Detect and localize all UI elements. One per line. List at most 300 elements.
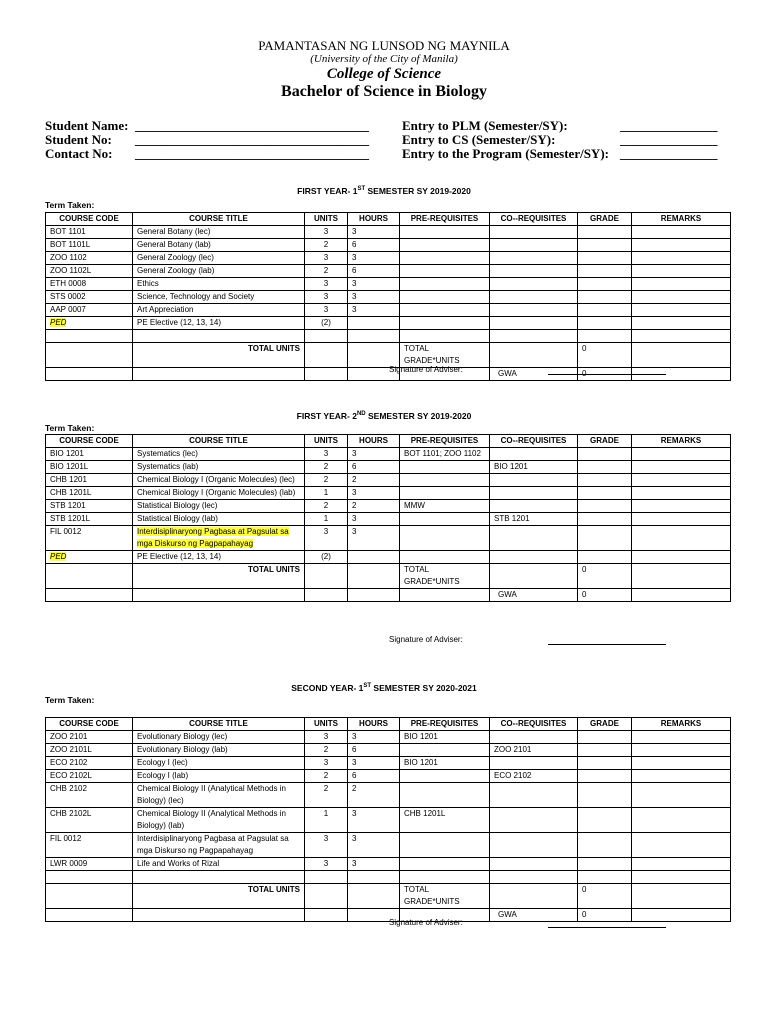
remarks-cell[interactable]	[632, 783, 731, 808]
corequisites	[490, 526, 578, 551]
grade-cell[interactable]	[578, 265, 632, 278]
table-row	[46, 757, 731, 770]
contact-no-line: ____________________________________	[135, 146, 369, 161]
table-row	[46, 808, 731, 833]
total-grade-label: TOTAL GRADE*UNITS	[400, 564, 490, 589]
total-grade-label: TOTAL GRADE*UNITS	[400, 884, 490, 909]
remarks-cell[interactable]	[632, 770, 731, 783]
units: 3	[305, 731, 348, 744]
units: 3	[305, 526, 348, 551]
remarks-cell[interactable]	[632, 858, 731, 871]
section-title-main: FIRST YEAR- 1	[297, 186, 358, 196]
pe-code-highlight: PED	[50, 318, 67, 327]
grade-cell[interactable]	[578, 731, 632, 744]
course-code: FIL 0012	[46, 833, 133, 858]
course-title: Life and Works of Rizal	[133, 858, 305, 871]
col-header: COURSE TITLE	[133, 213, 305, 226]
section-title-ordinal: ST	[363, 683, 372, 690]
units: (2)	[305, 317, 348, 330]
col-header: HOURS	[348, 435, 400, 448]
prerequisites	[400, 513, 490, 526]
units: 2	[305, 770, 348, 783]
course-code: STS 0002	[46, 291, 133, 304]
col-header: HOURS	[348, 213, 400, 226]
remarks-cell[interactable]	[632, 526, 731, 551]
col-header: PRE-REQUISITES	[400, 435, 490, 448]
course-code: CHB 1201L	[46, 487, 133, 500]
term-taken-label: Term Taken:	[45, 200, 95, 210]
corequisites	[490, 808, 578, 833]
entry-cs-label: Entry to CS (Semester/SY):	[402, 132, 556, 147]
prerequisites	[400, 833, 490, 858]
corequisites	[490, 291, 578, 304]
course-code: CHB 2102	[46, 783, 133, 808]
course-title: Chemical Biology II (Analytical Methods in Biology) (lab)	[133, 808, 305, 833]
col-header: COURSE CODE	[46, 213, 133, 226]
prerequisites	[400, 304, 490, 317]
section-title-main: FIRST YEAR- 2	[296, 411, 357, 421]
grade-cell[interactable]	[578, 551, 632, 564]
table-row	[46, 731, 731, 744]
table-row	[46, 770, 731, 783]
remarks-cell[interactable]	[632, 833, 731, 858]
remarks-cell[interactable]	[632, 226, 731, 239]
signature-line[interactable]	[548, 644, 666, 645]
table-header-row	[46, 718, 731, 731]
total-grade-value: 0	[578, 343, 632, 368]
table-row	[46, 833, 731, 858]
table-row	[46, 500, 731, 513]
table-row	[46, 744, 731, 757]
section-title	[0, 186, 768, 196]
course-title: Systematics (lec)	[133, 448, 305, 461]
program-name: Bachelor of Science in Biology	[281, 83, 487, 100]
corequisites	[490, 783, 578, 808]
table-row	[46, 526, 731, 551]
student-no-line: ____________________________________	[135, 132, 369, 147]
col-header: UNITS	[305, 718, 348, 731]
corequisites	[490, 474, 578, 487]
signature-label: Signature of Adviser:	[389, 365, 463, 374]
course-title: PE Elective (12, 13, 14)	[133, 551, 305, 564]
units: 2	[305, 474, 348, 487]
gwa-label: GWA	[490, 589, 578, 602]
hours: 3	[348, 226, 400, 239]
gwa-value: 0	[578, 368, 632, 381]
section-title-main: SECOND YEAR- 1	[291, 683, 364, 693]
course-code	[46, 317, 133, 330]
course-code: ZOO 2101L	[46, 744, 133, 757]
total-grade-value: 0	[578, 564, 632, 589]
course-title: Systematics (lab)	[133, 461, 305, 474]
entry-plm-label: Entry to PLM (Semester/SY):	[402, 118, 568, 133]
corequisites	[490, 239, 578, 252]
prerequisites	[400, 239, 490, 252]
remarks-cell[interactable]	[632, 551, 731, 564]
course-title: General Botany (lec)	[133, 226, 305, 239]
total-units-label: TOTAL UNITS	[133, 884, 305, 909]
table-row	[46, 461, 731, 474]
col-header: GRADE	[578, 718, 632, 731]
course-code: ZOO 1102	[46, 252, 133, 265]
table-row	[46, 304, 731, 317]
table-row	[46, 513, 731, 526]
corequisites	[490, 731, 578, 744]
table-row	[46, 278, 731, 291]
table-row	[46, 291, 731, 304]
table-row	[46, 252, 731, 265]
course-title: Science, Technology and Society	[133, 291, 305, 304]
entry-cs-line: _______________	[620, 132, 718, 147]
units: 2	[305, 500, 348, 513]
table-header-row	[46, 435, 731, 448]
hours: 3	[348, 757, 400, 770]
course-title: General Zoology (lec)	[133, 252, 305, 265]
remarks-cell[interactable]	[632, 487, 731, 500]
col-header: CO--REQUISITES	[490, 435, 578, 448]
course-code: ECO 2102	[46, 757, 133, 770]
col-header: UNITS	[305, 213, 348, 226]
total-units-label: TOTAL UNITS	[133, 343, 305, 368]
col-header: PRE-REQUISITES	[400, 718, 490, 731]
prerequisites	[400, 526, 490, 551]
grade-cell[interactable]	[578, 858, 632, 871]
remarks-cell[interactable]	[632, 808, 731, 833]
university-english-name: (University of the City of Manila)	[310, 53, 458, 65]
course-title: Evolutionary Biology (lec)	[133, 731, 305, 744]
hours: 3	[348, 858, 400, 871]
course-code: ECO 2102L	[46, 770, 133, 783]
prerequisites	[400, 291, 490, 304]
hours: 3	[348, 833, 400, 858]
col-header: UNITS	[305, 435, 348, 448]
hours: 3	[348, 448, 400, 461]
prerequisites	[400, 770, 490, 783]
prerequisites: BOT 1101; ZOO 1102	[400, 448, 490, 461]
corequisites	[490, 317, 578, 330]
hours: 3	[348, 278, 400, 291]
course-title: Evolutionary Biology (lab)	[133, 744, 305, 757]
hours: 3	[348, 304, 400, 317]
units: 3	[305, 757, 348, 770]
hours: 6	[348, 265, 400, 278]
total-units-label: TOTAL UNITS	[133, 564, 305, 589]
grade-cell[interactable]	[578, 291, 632, 304]
grade-cell[interactable]	[578, 526, 632, 551]
section-title	[0, 683, 768, 693]
grade-cell[interactable]	[578, 487, 632, 500]
grade-cell[interactable]	[578, 461, 632, 474]
course-table	[45, 434, 731, 602]
hours: 2	[348, 500, 400, 513]
section-title-ordinal: ST	[357, 186, 366, 193]
blank-row	[46, 871, 731, 884]
gwa-label: GWA	[490, 909, 578, 922]
total-units-row	[46, 564, 731, 589]
table-row	[46, 474, 731, 487]
course-code: ZOO 1102L	[46, 265, 133, 278]
grade-cell[interactable]	[578, 744, 632, 757]
prerequisites	[400, 265, 490, 278]
col-header: HOURS	[348, 718, 400, 731]
remarks-cell[interactable]	[632, 239, 731, 252]
units: (2)	[305, 551, 348, 564]
total-units-row	[46, 343, 731, 368]
table-row	[46, 858, 731, 871]
total-grade-value: 0	[578, 884, 632, 909]
course-code: STB 1201	[46, 500, 133, 513]
signature-label: Signature of Adviser:	[389, 635, 463, 644]
course-title: Ethics	[133, 278, 305, 291]
col-header: COURSE TITLE	[133, 718, 305, 731]
table-row	[46, 448, 731, 461]
prerequisites: MMW	[400, 500, 490, 513]
prerequisites	[400, 783, 490, 808]
col-header: REMARKS	[632, 213, 731, 226]
table-row	[46, 551, 731, 564]
section-title-ordinal: ND	[356, 411, 366, 418]
remarks-cell[interactable]	[632, 278, 731, 291]
prerequisites: BIO 1201	[400, 731, 490, 744]
col-header: PRE-REQUISITES	[400, 213, 490, 226]
highlighted-course-title: Interdisiplinaryong Pagbasa at Pagsulat sa mga Diskurso ng Pagpapahayag	[137, 527, 289, 548]
units: 2	[305, 239, 348, 252]
prerequisites	[400, 461, 490, 474]
grade-cell[interactable]	[578, 770, 632, 783]
blank-row	[46, 330, 731, 343]
hours: 2	[348, 783, 400, 808]
col-header: CO--REQUISITES	[490, 718, 578, 731]
prerequisites	[400, 551, 490, 564]
grade-cell[interactable]	[578, 513, 632, 526]
table-row	[46, 487, 731, 500]
remarks-cell[interactable]	[632, 757, 731, 770]
prerequisites	[400, 278, 490, 291]
term-taken-label: Term Taken:	[45, 695, 95, 705]
entry-program-label: Entry to the Program (Semester/SY):	[402, 146, 609, 161]
corequisites: ZOO 2101	[490, 744, 578, 757]
prerequisites: BIO 1201	[400, 757, 490, 770]
course-title: Statistical Biology (lab)	[133, 513, 305, 526]
total-grade-label: TOTAL GRADE*UNITS	[400, 343, 490, 368]
remarks-cell[interactable]	[632, 304, 731, 317]
term-taken-label: Term Taken:	[45, 423, 95, 433]
course-code: LWR 0009	[46, 858, 133, 871]
prerequisites	[400, 317, 490, 330]
pe-code-highlight: PED	[50, 552, 67, 561]
remarks-cell[interactable]	[632, 731, 731, 744]
prerequisites: CHB 1201L	[400, 808, 490, 833]
section-title-semester: SEMESTER SY 2019-2020	[365, 186, 471, 196]
hours: 6	[348, 770, 400, 783]
gwa-row	[46, 589, 731, 602]
gwa-value: 0	[578, 909, 632, 922]
hours: 3	[348, 808, 400, 833]
hours: 2	[348, 474, 400, 487]
remarks-cell[interactable]	[632, 291, 731, 304]
total-units-value	[305, 343, 348, 368]
course-code: FIL 0012	[46, 526, 133, 551]
units: 1	[305, 513, 348, 526]
corequisites: STB 1201	[490, 513, 578, 526]
units: 1	[305, 487, 348, 500]
course-title	[133, 526, 305, 551]
college-name: College of Science	[326, 66, 442, 82]
remarks-cell[interactable]	[632, 513, 731, 526]
course-code: AAP 0007	[46, 304, 133, 317]
remarks-cell[interactable]	[632, 500, 731, 513]
grade-cell[interactable]	[578, 226, 632, 239]
hours: 3	[348, 252, 400, 265]
remarks-cell[interactable]	[632, 448, 731, 461]
course-title: Ecology I (lec)	[133, 757, 305, 770]
units: 1	[305, 808, 348, 833]
signature-label: Signature of Adviser:	[389, 918, 463, 927]
university-name: PAMANTASAN NG LUNSOD NG MAYNILA	[258, 38, 510, 53]
student-no-label: Student No:	[45, 132, 112, 147]
section-title	[0, 411, 768, 421]
course-title: Interdisiplinaryong Pagbasa at Pagsulat sa mga Diskurso ng Pagpapahayag	[133, 833, 305, 858]
course-code: BIO 1201	[46, 448, 133, 461]
corequisites	[490, 551, 578, 564]
course-table	[45, 212, 731, 381]
corequisites	[490, 757, 578, 770]
course-code: BIO 1201L	[46, 461, 133, 474]
table-row	[46, 265, 731, 278]
course-code: CHB 1201	[46, 474, 133, 487]
signature-line[interactable]	[548, 374, 666, 375]
course-code: ETH 0008	[46, 278, 133, 291]
grade-cell[interactable]	[578, 757, 632, 770]
corequisites	[490, 500, 578, 513]
hours: 3	[348, 526, 400, 551]
grade-cell[interactable]	[578, 474, 632, 487]
course-code: STB 1201L	[46, 513, 133, 526]
signature-line[interactable]	[548, 927, 666, 928]
corequisites	[490, 487, 578, 500]
course-title: General Botany (lab)	[133, 239, 305, 252]
hours	[348, 317, 400, 330]
prerequisites	[400, 487, 490, 500]
col-header: GRADE	[578, 435, 632, 448]
student-name-label: Student Name:	[45, 118, 129, 133]
corequisites	[490, 858, 578, 871]
hours: 3	[348, 291, 400, 304]
col-header: COURSE TITLE	[133, 435, 305, 448]
units: 3	[305, 304, 348, 317]
corequisites: BIO 1201	[490, 461, 578, 474]
course-title: Ecology I (lab)	[133, 770, 305, 783]
table-row	[46, 783, 731, 808]
units: 3	[305, 278, 348, 291]
contact-no-label: Contact No:	[45, 146, 113, 161]
corequisites	[490, 448, 578, 461]
corequisites	[490, 252, 578, 265]
student-name-line: ____________________________________	[135, 118, 369, 133]
corequisites: ECO 2102	[490, 770, 578, 783]
hours	[348, 551, 400, 564]
prerequisites	[400, 744, 490, 757]
course-title: PE Elective (12, 13, 14)	[133, 317, 305, 330]
units: 2	[305, 744, 348, 757]
col-header: COURSE CODE	[46, 718, 133, 731]
course-code: CHB 2102L	[46, 808, 133, 833]
units: 3	[305, 858, 348, 871]
course-table	[45, 717, 731, 922]
gwa-value: 0	[578, 589, 632, 602]
entry-program-line: _______________	[620, 146, 718, 161]
col-header: REMARKS	[632, 435, 731, 448]
grade-cell[interactable]	[578, 317, 632, 330]
corequisites	[490, 265, 578, 278]
grade-cell[interactable]	[578, 448, 632, 461]
grade-cell[interactable]	[578, 833, 632, 858]
course-code: BOT 1101	[46, 226, 133, 239]
col-header: CO--REQUISITES	[490, 213, 578, 226]
remarks-cell[interactable]	[632, 265, 731, 278]
corequisites	[490, 278, 578, 291]
hours: 3	[348, 731, 400, 744]
table-row	[46, 317, 731, 330]
units: 3	[305, 833, 348, 858]
grade-cell[interactable]	[578, 783, 632, 808]
entry-plm-line: _______________	[620, 118, 718, 133]
grade-cell[interactable]	[578, 278, 632, 291]
units: 2	[305, 461, 348, 474]
units: 3	[305, 252, 348, 265]
grade-cell[interactable]	[578, 500, 632, 513]
remarks-cell[interactable]	[632, 474, 731, 487]
hours: 3	[348, 513, 400, 526]
course-title: General Zoology (lab)	[133, 265, 305, 278]
total-units-value	[305, 884, 348, 909]
col-header: GRADE	[578, 213, 632, 226]
course-code: BOT 1101L	[46, 239, 133, 252]
section-title-semester: SEMESTER SY 2020-2021	[371, 683, 477, 693]
hours: 6	[348, 461, 400, 474]
course-code: ZOO 2101	[46, 731, 133, 744]
units: 2	[305, 265, 348, 278]
prerequisites	[400, 226, 490, 239]
prerequisites	[400, 858, 490, 871]
course-title: Chemical Biology I (Organic Molecules) (lec)	[133, 474, 305, 487]
grade-cell[interactable]	[578, 304, 632, 317]
hours: 6	[348, 744, 400, 757]
remarks-cell[interactable]	[632, 744, 731, 757]
course-title: Art Appreciation	[133, 304, 305, 317]
prerequisites	[400, 252, 490, 265]
units: 3	[305, 448, 348, 461]
units: 3	[305, 291, 348, 304]
grade-cell[interactable]	[578, 808, 632, 833]
total-units-value	[305, 564, 348, 589]
remarks-cell[interactable]	[632, 252, 731, 265]
gwa-row	[46, 909, 731, 922]
units: 3	[305, 226, 348, 239]
hours: 3	[348, 487, 400, 500]
units: 2	[305, 783, 348, 808]
col-header: COURSE CODE	[46, 435, 133, 448]
remarks-cell[interactable]	[632, 317, 731, 330]
remarks-cell[interactable]	[632, 461, 731, 474]
grade-cell[interactable]	[578, 239, 632, 252]
grade-cell[interactable]	[578, 252, 632, 265]
table-row	[46, 239, 731, 252]
total-units-row	[46, 884, 731, 909]
corequisites	[490, 226, 578, 239]
gwa-label: GWA	[490, 368, 578, 381]
table-header-row	[46, 213, 731, 226]
